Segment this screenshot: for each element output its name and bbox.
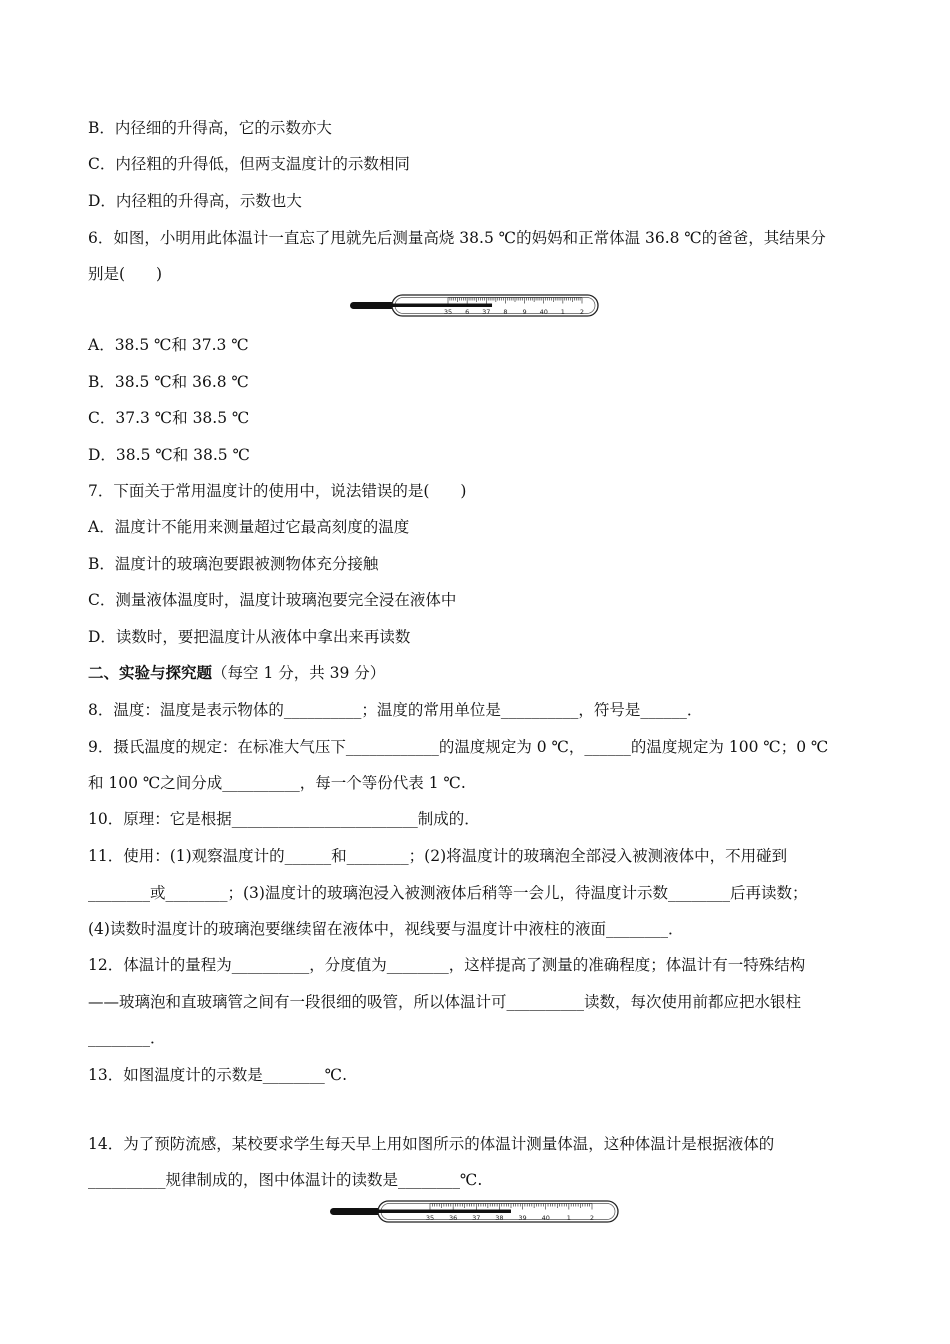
- text-line-q13: 13．如图温度计的示数是________℃.: [88, 1066, 347, 1084]
- text-line-q5-opt-c: C．内径粗的升得低，但两支温度计的示数相同: [88, 155, 410, 173]
- scale-label: 40: [541, 1214, 550, 1222]
- text-line-q7-opt-c: C．测量液体温度时，温度计玻璃泡要完全浸在液体中: [88, 591, 457, 609]
- text-line-q7-opt-a: A．温度计不能用来测量超过它最高刻度的温度: [88, 518, 410, 536]
- scale-label: 2: [589, 1214, 595, 1222]
- text-line-q7-stem: 7．下面关于常用温度计的使用中，说法错误的是( ): [88, 482, 467, 500]
- thermometer-q6-figure: [350, 293, 600, 319]
- text-line-q11-1: 11．使用：(1)观察温度计的______和________；(2)将温度计的玻璃泡全部浸入被测液体中，不用碰到: [88, 847, 788, 865]
- section-2-note: （每空 1 分，共 39 分）: [212, 664, 386, 682]
- scale-label: 37: [482, 308, 491, 316]
- section-2-title: 二、实验与探究题: [88, 663, 213, 682]
- text-line-q9-2: 和 100 ℃之间分成__________，每一个等份代表 1 ℃.: [88, 774, 466, 792]
- scale-label: 8: [503, 308, 508, 316]
- text-line-q5-opt-b: B．内径细的升得高，它的示数亦大: [88, 119, 332, 137]
- text-line-q6-opt-c: C．37.3 ℃和 38.5 ℃: [88, 409, 250, 427]
- text-line-q12-2: ——玻璃泡和直玻璃管之间有一段很细的吸管，所以体温计可__________读数，每次使用前都应把水银柱: [88, 993, 802, 1011]
- text-line-q6-stem-2: 别是( ): [88, 265, 163, 283]
- text-line-q12-1: 12．体温计的量程为__________，分度值为________，这样提高了测量的准确程度；体温计有一特殊结构: [88, 956, 806, 974]
- text-line-q6-opt-a: A．38.5 ℃和 37.3 ℃: [88, 336, 249, 354]
- text-line-q7-opt-b: B．温度计的玻璃泡要跟被测物体充分接触: [88, 555, 379, 573]
- text-line-q10: 10．原理：它是根据________________________制成的．: [88, 810, 480, 828]
- scale-label: 39: [518, 1214, 527, 1222]
- text-line-q11-2: ________或________；(3)温度计的玻璃泡浸入被测液体后稍等一会儿，待温度计示数________后再读数；: [88, 884, 808, 902]
- text-line-q12-3: ________．: [88, 1029, 166, 1047]
- text-line-q5-opt-d: D．内径粗的升得高，示数也大: [88, 192, 302, 210]
- scale-label: 40: [539, 308, 548, 316]
- scale-label: 35: [443, 308, 453, 316]
- scale-label: 35: [425, 1214, 435, 1222]
- section-2-heading: [88, 663, 385, 683]
- scale-label: 9: [522, 308, 527, 316]
- text-line-q8: 8．温度：温度是表示物体的__________；温度的常用单位是__________，符号是______．: [88, 701, 703, 719]
- text-line-q6-stem-1: 6．如图，小明用此体温计一直忘了甩就先后测量高烧 38.5 ℃的妈妈和正常体温 36.8 ℃的爸爸，其结果分: [88, 229, 826, 247]
- scale-label: 1: [566, 1214, 571, 1222]
- text-line-q7-opt-d: D．读数时，要把温度计从液体中拿出来再读数: [88, 628, 411, 646]
- text-line-q14-2: __________规律制成的，图中体温计的读数是________℃.: [88, 1171, 483, 1189]
- text-line-q6-opt-d: D．38.5 ℃和 38.5 ℃: [88, 446, 250, 464]
- text-line-q14-1: 14．为了预防流感，某校要求学生每天早上用如图所示的体温计测量体温，这种体温计是根据液体的: [88, 1135, 775, 1153]
- scale-label: 2: [579, 308, 585, 316]
- text-line-q9-1: 9．摄氏温度的规定：在标准大气压下____________的温度规定为 0 ℃，______的温度规定为 100 ℃；0 ℃: [88, 738, 829, 756]
- mercury-column: [390, 304, 492, 308]
- scale-label: 6: [465, 308, 470, 316]
- scale-label: 38: [495, 1214, 504, 1222]
- scale-label: 37: [472, 1214, 481, 1222]
- thermometer-q14-figure: [330, 1199, 620, 1225]
- mercury-column: [376, 1210, 511, 1214]
- text-line-q6-opt-b: B．38.5 ℃和 36.8 ℃: [88, 373, 249, 391]
- scale-label: 36: [449, 1214, 458, 1222]
- text-line-q11-3: (4)读数时温度计的玻璃泡要继续留在液体中，视线要与温度计中液柱的液面________．: [88, 920, 684, 938]
- scale-label: 1: [560, 308, 565, 316]
